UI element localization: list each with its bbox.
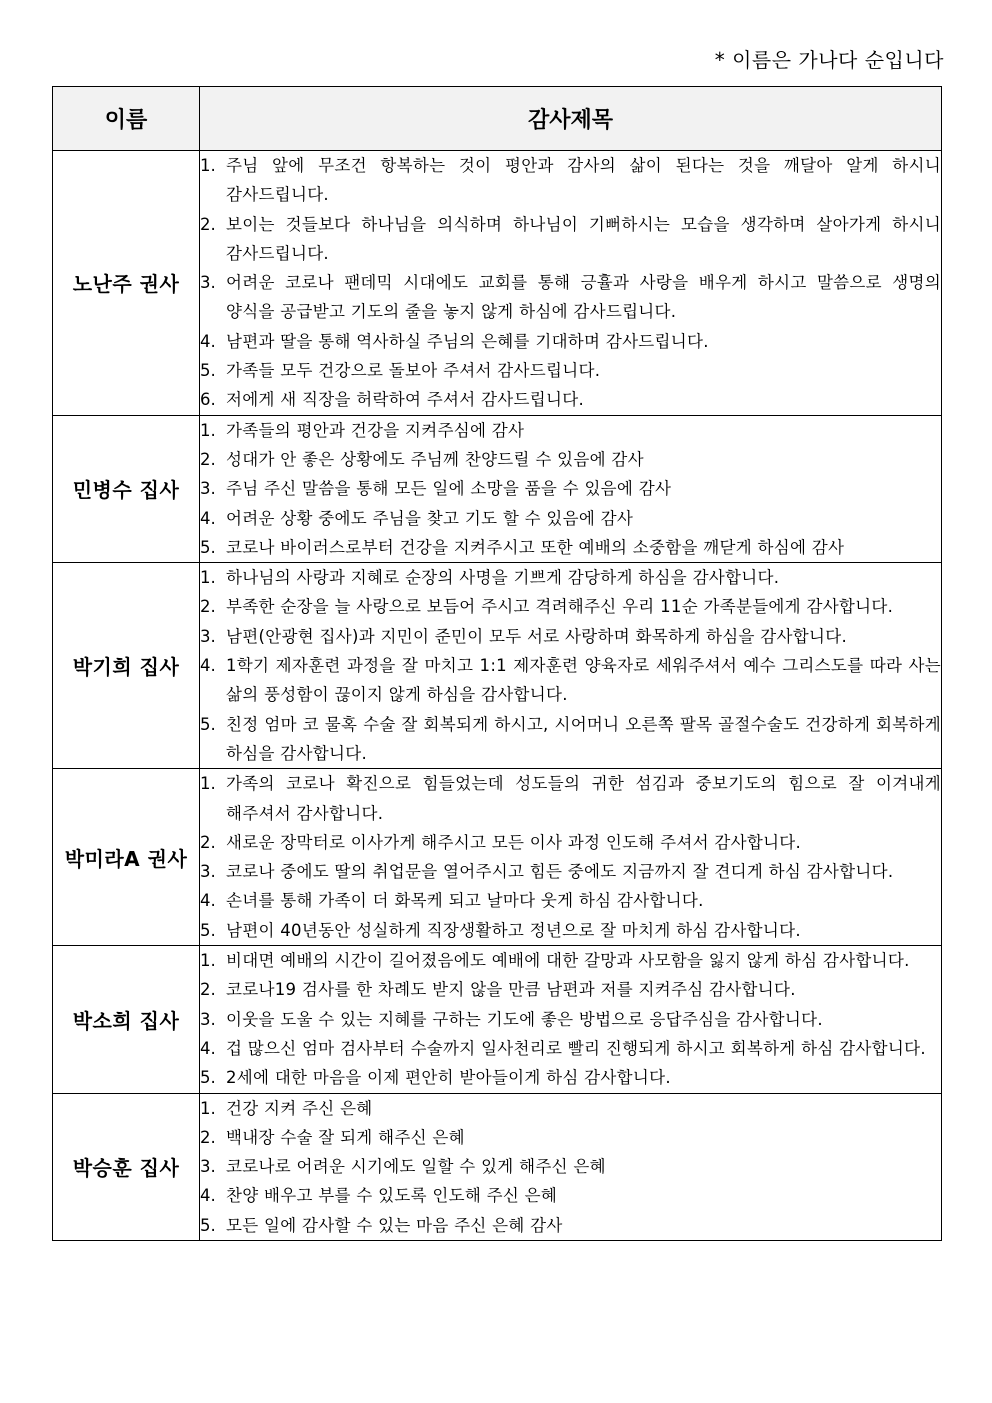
item-number: 2. [200,214,216,234]
item-text: 주님 주신 말씀을 통해 모든 일에 소망을 품을 수 있음에 감사 [226,479,672,499]
item-text: 주님 앞에 무조건 항복하는 것이 평안과 감사의 삶이 된다는 것을 깨달아 알게 하시니 감사드립니다. [226,156,941,205]
item-text: 어려운 코로나 팬데믹 시대에도 교회를 통해 긍휼과 사랑을 배우게 하시고 말씀으로 생명의 양식을 공급받고 기도의 줄을 놓지 않게 하심에 감사드립니다. [226,273,941,322]
item-number: 3. [200,1009,216,1029]
item-text: 백내장 수술 잘 되게 해주신 은혜 [226,1127,465,1147]
item-text: 하나님의 사랑과 지혜로 순장의 사명을 기쁘게 감당하게 하심을 감사합니다. [226,568,780,588]
item-number: 5. [200,920,216,940]
item-number: 4. [200,891,216,911]
thanks-items-cell [200,563,942,769]
item-text: 저에게 새 직장을 허락하여 주셔서 감사드립니다. [226,390,585,410]
table-header-row [53,87,942,151]
item-number: 5. [200,1215,216,1235]
item-number: 2. [200,449,216,469]
name-column-header: 이름 [53,87,200,151]
table-row [53,563,942,769]
item-number: 3. [200,1157,216,1177]
list-item [200,592,941,621]
item-number: 1. [200,774,216,794]
item-text: 부족한 순장을 늘 사랑으로 보듬어 주시고 격려해주신 우리 11순 가족분들에게 감사합니다. [226,597,894,617]
thanks-list [200,416,941,562]
item-number: 1. [200,568,216,588]
list-item [200,474,941,503]
list-item [200,1211,941,1240]
item-number: 4. [200,656,216,676]
item-text: 1학기 제자훈련 과정을 잘 마치고 1:1 제자훈련 양육자로 세워주셔서 예수 그리스도를 따라 사는 삶의 풍성함이 끊이지 않게 하심을 감사합니다. [226,656,941,705]
table-row [53,415,942,562]
item-number: 4. [200,1038,216,1058]
item-text: 가족들 모두 건강으로 돌보아 주셔서 감사드립니다. [226,361,601,381]
list-item [200,1063,941,1092]
item-text: 남편과 딸을 통해 역사하실 주님의 은혜를 기대하며 감사드립니다. [226,331,709,351]
list-item [200,1094,941,1123]
list-item [200,916,941,945]
list-item [200,622,941,651]
list-item [200,416,941,445]
item-text: 건강 지켜 주신 은혜 [226,1098,373,1118]
item-number: 5. [200,361,216,381]
list-item [200,356,941,385]
thanks-list [200,769,941,945]
list-item [200,857,941,886]
item-text: 이웃을 도울 수 있는 지혜를 구하는 기도에 좋은 방법으로 응답주심을 감사합니다. [226,1009,823,1029]
list-item [200,1034,941,1063]
item-number: 1. [200,1098,216,1118]
item-number: 1. [200,420,216,440]
item-number: 4. [200,331,216,351]
item-text: 모든 일에 감사할 수 있는 마음 주신 은혜 감사 [226,1215,563,1235]
item-number: 2. [200,832,216,852]
item-number: 5. [200,1068,216,1088]
table-row [53,151,942,416]
list-item [200,1123,941,1152]
item-number: 3. [200,862,216,882]
thanks-items-cell [200,946,942,1093]
list-item [200,975,941,1004]
item-number: 3. [200,626,216,646]
item-number: 3. [200,273,216,293]
item-text: 가족의 코로나 확진으로 힘들었는데 성도들의 귀한 섬김과 중보기도의 힘으로 잘 이겨내게 해주셔서 감사합니다. [226,774,941,823]
item-number: 2. [200,1127,216,1147]
list-item [200,1181,941,1210]
item-number: 2. [200,980,216,1000]
item-number: 6. [200,390,216,410]
item-text: 어려운 상황 중에도 주님을 찾고 기도 할 수 있음에 감사 [226,508,634,528]
table-row [53,946,942,1093]
list-item [200,769,941,828]
item-text: 친정 엄마 코 물혹 수술 잘 회복되게 하시고, 시어머니 오른쪽 팔목 골절수술도 건강하게 회복하게 하심을 감사합니다. [226,714,941,763]
item-text: 겁 많으신 엄마 검사부터 수술까지 일사천리로 빨리 진행되게 하시고 회복하게 하심 감사합니다. [226,1038,926,1058]
item-text: 손녀를 통해 가족이 더 화목케 되고 날마다 웃게 하심 감사합니다. [226,891,704,911]
item-text: 성대가 안 좋은 상황에도 주님께 찬양드릴 수 있음에 감사 [226,449,644,469]
subject-column-header: 감사제목 [200,87,942,151]
item-text: 남편이 40년동안 성실하게 직장생활하고 정년으로 잘 마치게 하심 감사합니다. [226,920,801,940]
item-number: 3. [200,479,216,499]
item-number: 1. [200,156,216,175]
table-body [53,151,942,1241]
list-item [200,946,941,975]
thanks-list [200,563,941,768]
person-name: 박소희 집사 [53,946,200,1093]
thanks-items-cell [200,151,942,416]
list-item [200,710,941,769]
table-row [53,769,942,946]
person-name: 박기희 집사 [53,563,200,769]
item-text: 새로운 장막터로 이사가게 해주시고 모든 이사 과정 인도해 주셔서 감사합니다. [226,832,802,852]
thanks-items-cell [200,415,942,562]
item-text: 코로나 바이러스로부터 건강을 지켜주시고 또한 예배의 소중함을 깨닫게 하심에 감사 [226,537,845,557]
item-text: 가족들의 평안과 건강을 지켜주심에 감사 [226,420,525,440]
item-text: 보이는 것들보다 하나님을 의식하며 하나님이 기뻐하시는 모습을 생각하며 살아가게 하시니 감사드립니다. [226,214,941,263]
list-item [200,886,941,915]
item-text: 코로나19 검사를 한 차례도 받지 않을 만큼 남편과 저를 지켜주심 감사합니다. [226,980,796,1000]
item-number: 4. [200,1186,216,1206]
person-name: 박미라A 권사 [53,769,200,946]
thanks-list [200,946,941,1092]
list-item [200,151,941,210]
item-text: 코로나로 어려운 시기에도 일할 수 있게 해주신 은혜 [226,1157,606,1177]
list-item [200,533,941,562]
item-number: 5. [200,537,216,557]
item-number: 2. [200,597,216,617]
list-item [200,268,941,327]
list-item [200,504,941,533]
sort-order-note: * 이름은 가나다 순입니다 [714,48,944,72]
thanks-list [200,1094,941,1240]
list-item [200,828,941,857]
thanksgiving-table [52,86,942,1241]
item-number: 5. [200,714,216,734]
item-text: 코로나 중에도 딸의 취업문을 열어주시고 힘든 중에도 지금까지 잘 견디게 하심 감사합니다. [226,862,894,882]
list-item [200,385,941,414]
thanks-list [200,151,941,415]
list-item [200,445,941,474]
person-name: 민병수 집사 [53,415,200,562]
item-number: 1. [200,951,216,971]
thanks-items-cell [200,769,942,946]
person-name: 노난주 권사 [53,151,200,416]
list-item [200,210,941,269]
list-item [200,651,941,710]
person-name: 박승훈 집사 [53,1093,200,1240]
item-text: 2세에 대한 마음을 이제 편안히 받아들이게 하심 감사합니다. [226,1068,671,1088]
table-row [53,1093,942,1240]
item-text: 남편(안광현 집사)과 지민이 준민이 모두 서로 사랑하며 화목하게 하심을 감사합니다. [226,626,848,646]
list-item [200,563,941,592]
item-text: 찬양 배우고 부를 수 있도록 인도해 주신 은혜 [226,1186,558,1206]
list-item [200,1152,941,1181]
list-item [200,327,941,356]
item-number: 4. [200,508,216,528]
item-text: 비대면 예배의 시간이 길어졌음에도 예배에 대한 갈망과 사모함을 잃지 않게 하심 감사합니다. [226,951,910,971]
list-item [200,1005,941,1034]
thanks-items-cell [200,1093,942,1240]
